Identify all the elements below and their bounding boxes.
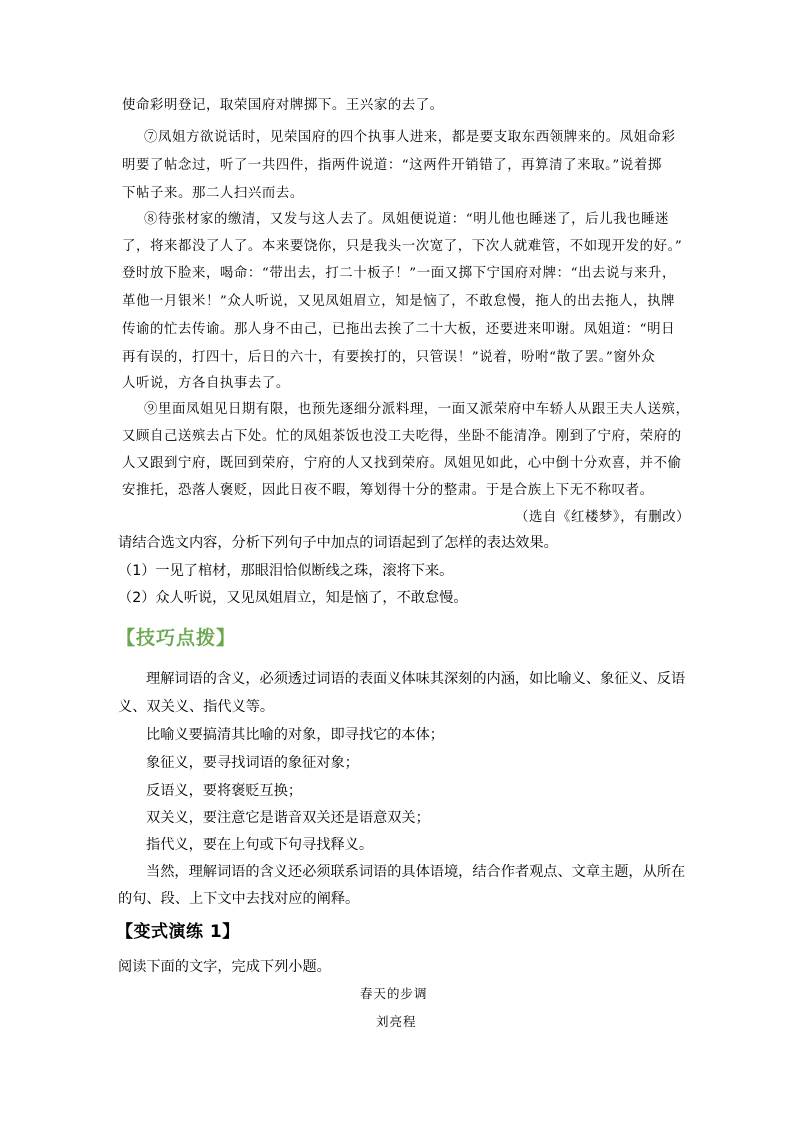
tips-conclusion-line: 的句、段、上下文中去找对应的阐释。 — [118, 891, 360, 907]
tips-heading: 【技巧点拨】 — [116, 627, 237, 649]
question-item: （2）众人听说，又见凤姐眉立，知是恼了，不敢怠慢。 — [118, 590, 468, 606]
tips-conclusion-line: 当然，理解词语的含义还必须联系词语的具体语境，结合作者观点、文章主题，从所在 — [146, 864, 686, 880]
tips-point: 比喻义要搞清其比喻的对象，即寻找它的本体； — [146, 727, 444, 743]
article-author: 刘亮程 — [376, 1014, 417, 1029]
tips-point: 反语义，要将褒贬互换； — [146, 783, 303, 799]
question-prompt: 请结合选文内容，分析下列句子中加点的词语起到了怎样的表达效果。 — [118, 535, 558, 551]
passage-line: 登时放下脸来，喝命：“带出去，打二十板子！”一面又掷下宁国府对牌：“出去说与来升， — [122, 266, 676, 281]
passage-line: 人又跟到宁府，既回到荣府，宁府的人又找到荣府。凤姐见如此，心中倒十分欢喜，并不偷 — [122, 456, 682, 471]
passage-line: 传谕的忙去传谕。那人身不由己，已拖出去挨了二十大板，还要进来叩谢。凤姐道：“明日 — [122, 322, 676, 337]
passage-line: 明要了帖念过，听了一共四件，指两件说道：“这两件开销错了，再算清了来取。”说着掷 — [122, 158, 662, 173]
source-citation: （选自《红楼梦》，有删改） — [515, 510, 691, 525]
passage-line: 使命彩明登记，取荣国府对牌掷下。王兴家的去了。 — [122, 98, 444, 113]
passage-line: 安推托，恐落人褒贬，因此日夜不暇，筹划得十分的整肃。于是合族上下无不称叹者。 — [122, 483, 654, 498]
article-title: 春天的步调 — [360, 986, 428, 1001]
passage-line: 又顾自己送殡去占下处。忙的凤姐茶饭也没工夫吃得，坐卧不能清净。刚到了宁府，荣府的 — [122, 429, 682, 444]
tips-point: 象征义，要寻找词语的象征对象； — [146, 755, 359, 771]
passage-line: 了，将来都没了人了。本来要饶你，只是我头一次宽了，下次人就难管，不如现开发的好。” — [122, 239, 683, 254]
tips-point: 双关义，要注意它是谐音双关还是语意双关； — [146, 810, 430, 826]
question-item: （1）一见了棺材，那眼泪恰似断线之珠，滚将下来。 — [118, 563, 454, 579]
tips-point: 指代义，要在上句或下句寻找释义。 — [146, 837, 374, 853]
passage-line: 再有误的，打四十，后日的六十，有要挨打的，只管误！”说着，吩咐“散了罢。”窗外众 — [122, 350, 656, 365]
passage-line: 人听说，方各自执事去了。 — [122, 376, 290, 391]
practice-heading: 【变式演练 1】 — [116, 922, 240, 942]
practice-instruction: 阅读下面的文字，完成下列小题。 — [118, 959, 331, 975]
passage-line: 革他一月银米！”众人听说，又见凤姐眉立，知是恼了，不敢怠慢，拖人的出去拖人，执牌 — [122, 294, 676, 309]
passage-line: 下帖子来。那二人扫兴而去。 — [122, 186, 304, 201]
tips-intro-line: 理解词语的含义，必须透过词语的表面义体味其深刻的内涵，如比喻义、象征义、反语 — [146, 671, 686, 687]
passage-line: ⑨里面凤姐见日期有限，也预先逐细分派料理，一面又派荣府中车轿人从跟王夫人送殡， — [144, 402, 690, 417]
passage-line: ⑧待张材家的缴清，又发与这人去了。凤姐便说道：“明儿他也睡迷了，后儿我也睡迷 — [144, 212, 670, 227]
passage-line: ⑦凤姐方欲说话时，见荣国府的四个执事人进来，都是要支取东西领牌来的。凤姐命彩 — [144, 130, 676, 145]
tips-intro-line: 义、双关义、指代义等。 — [118, 699, 275, 715]
